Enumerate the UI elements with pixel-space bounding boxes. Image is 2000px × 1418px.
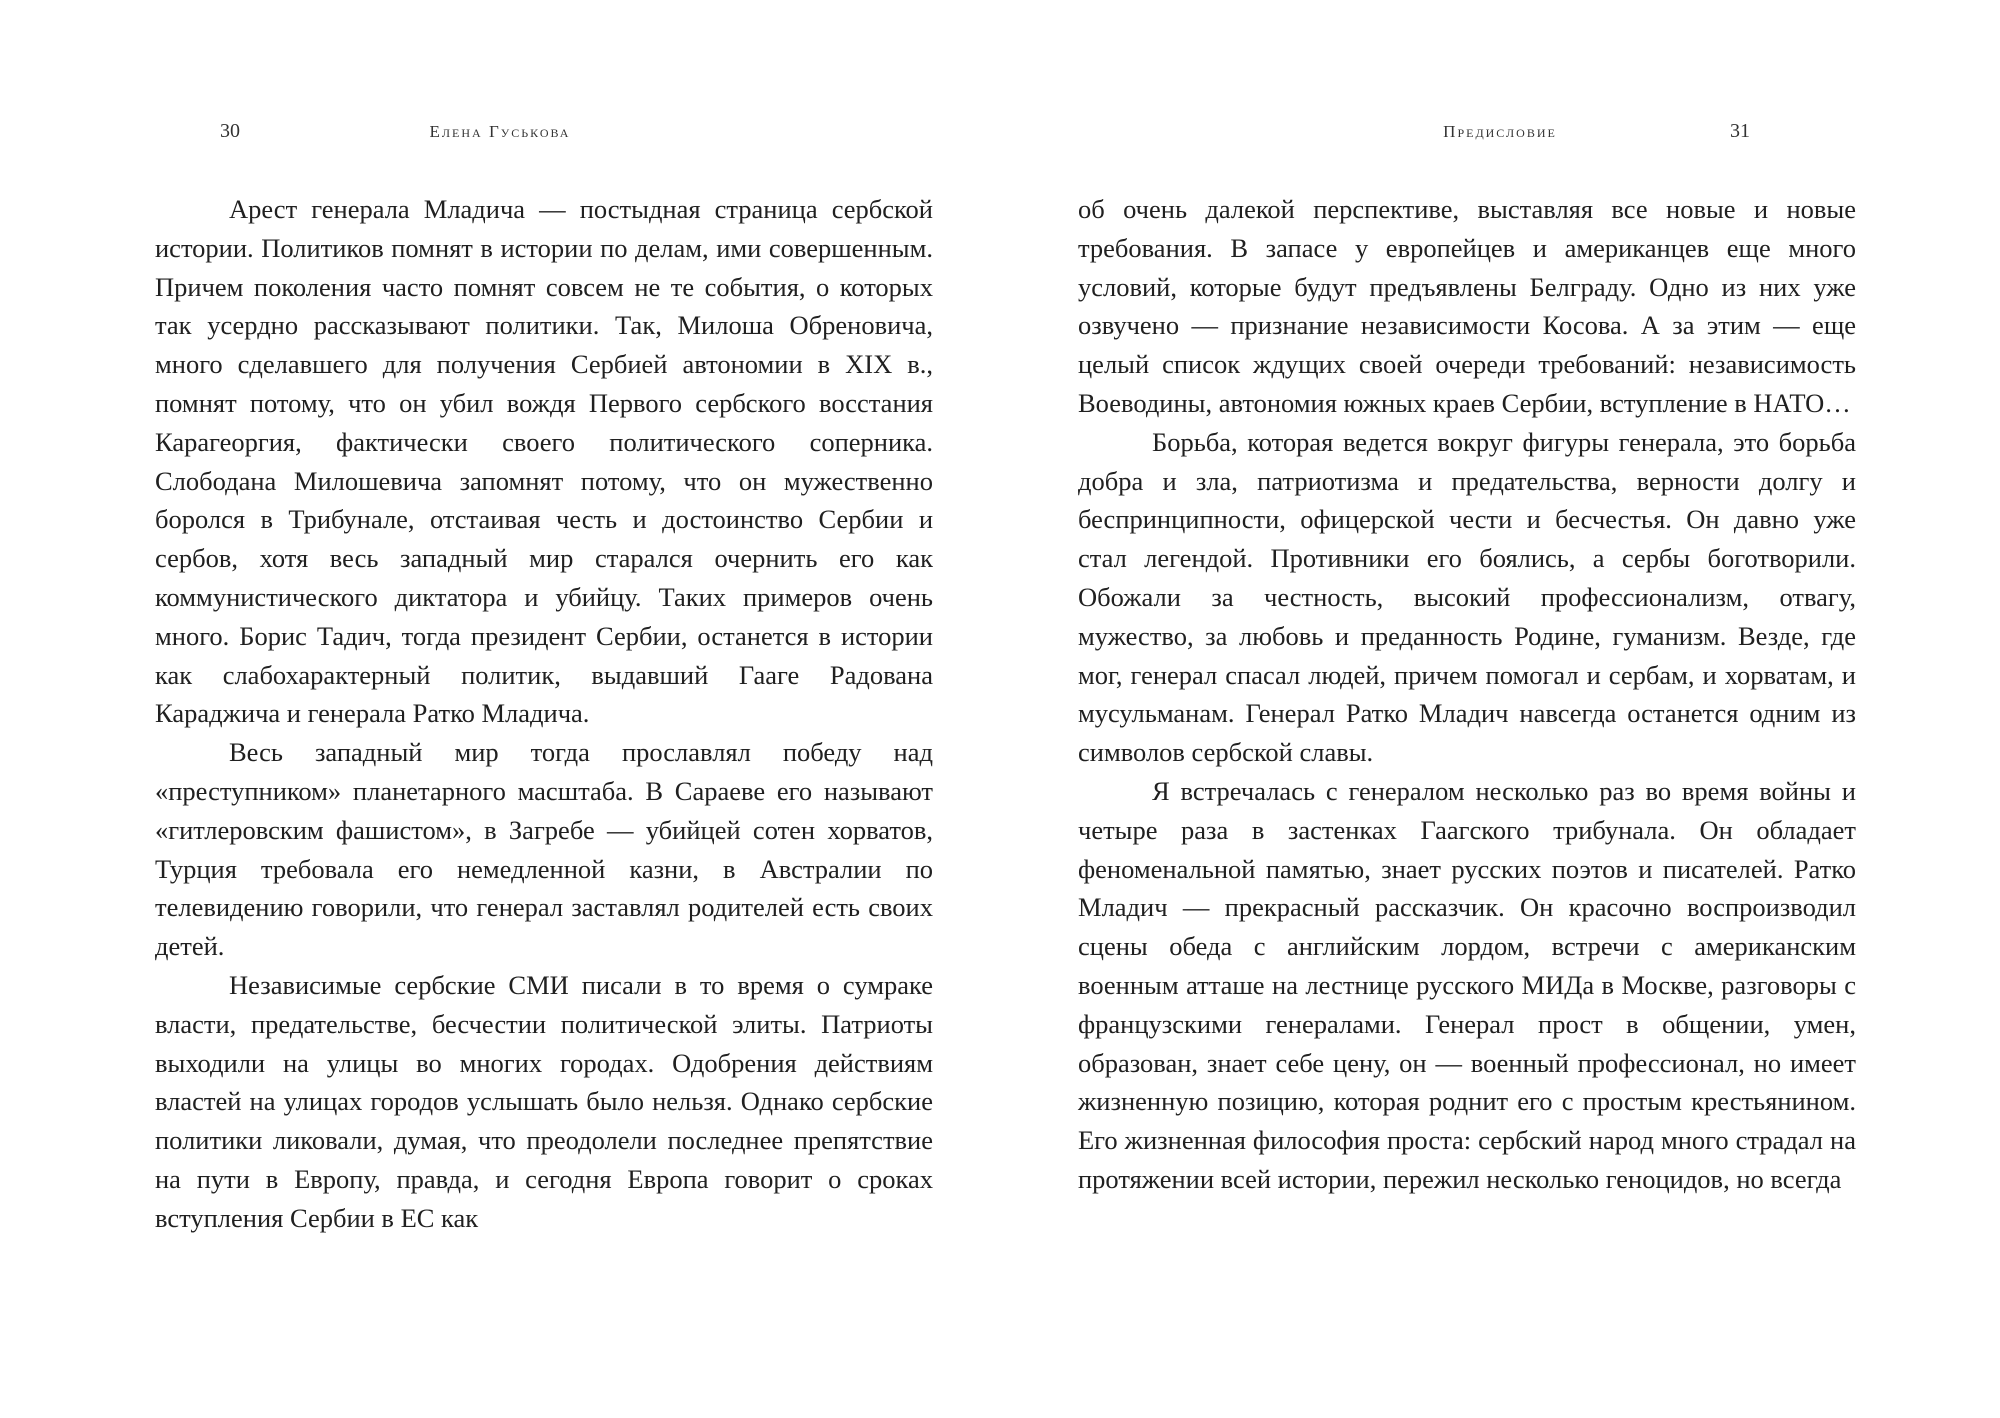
paragraph: Весь западный мир тогда прославлял победу над «преступником» планетарного масштаба. В Сараеве его называют «гитлеровским фашистом», в Загребе — убийцей сотен хорватов, Турция требовала его немедленной казни, в Австралии по телевидению говорили, что генерал заставлял родителей есть своих детей. [155, 737, 933, 962]
running-head-author: Елена Гуськова [429, 122, 571, 141]
paragraph: Независимые сербские СМИ писали в то время о сумраке власти, предательстве, бесчестии политической элиты. Патриоты выходили на улицы во многих городах. Одобрения действиям властей на улицах городов услышать было нельзя. Однако сербские политики ликовали, думая, что преодолели последнее препятствие на пути в Европу, правда, и сегодня Европа говорит о сроках вступления Сербии в ЕС как [155, 969, 933, 1233]
paragraph: Арест генерала Младича — постыдная страница сербской истории. Политиков помнят в истории по делам, ими совершенным. Причем поколения часто помнят совсем не те события, о которых так усердно рассказывают политики. Так, Милоша Обреновича, много сделавшего для получения Сербией автономии в XIX в., помнят потому, что он убил вождя Первого сербского восстания Карагеоргия, фактически своего политического соперника. Слободана Милошевича запомнят потому, что он мужественно боролся в Трибунале, отстаивая честь и достоинство Сербии и сербов, хотя весь западный мир старался очернить его как коммунистического диктатора и убийцу. Таких примеров очень много. Борис Тадич, тогда президент Сербии, останется в истории как слабохарактерный политик, выдавший Гааге Радована Караджича и генерала Ратко Младича. [155, 194, 933, 729]
paragraph: Борьба, которая ведется вокруг фигуры генерала, это борьба добра и зла, патриотизма и предательства, верности долгу и беспринципности, офицерской чести и бесчестья. Он давно уже стал легендой. Противники его боялись, а сербы боготворили. Обожали за честность, высокий профессионализм, отвагу, мужество, за любовь и преданность Родине, гуманизм. Везде, где мог, генерал спасал людей, причем помогал и сербам, и хорватам, и мусульманам. Генерал Ратко Младич навсегда останется одним из символов сербской славы. [1078, 426, 1856, 768]
right-page [1000, 0, 2000, 1418]
page-number: 30 [220, 120, 240, 142]
paragraph-continuation: об очень далекой перспективе, выставляя все новые и новые требования. В запасе у европейцев и американцев еще много условий, которые будут предъявлены Белграду. Одно из них уже озвучено — признание независимости Косова. А за этим — еще целый список ждущих своей очереди требований: независимость Воеводины, автономия южных краев Сербии, вступление в НАТО… [1078, 194, 1856, 418]
left-page-body [155, 190, 933, 1238]
running-head-section: Предисловие [1443, 122, 1557, 141]
page-number: 31 [1730, 120, 1750, 142]
right-page-body [1078, 190, 1856, 1199]
paragraph: Я встречалась с генералом несколько раз во время войны и четыре раза в застенках Гаагского трибунала. Он обладает феноменальной памятью, знает русских поэтов и писателей. Ратко Младич — прекрасный рассказчик. Он красочно воспроизводил сцены обеда с английским лордом, встречи с американским военным атташе на лестнице русского МИДа в Москве, разговоры с французскими генералами. Генерал прост в общении, умен, образован, знает себе цену, он — военный профессионал, но имеет жизненную позицию, которая роднит его с простым крестьянином. Его жизненная философия проста: сербский народ много страдал на протяжении всей истории, пережил несколько геноцидов, но всегда [1078, 775, 1856, 1194]
